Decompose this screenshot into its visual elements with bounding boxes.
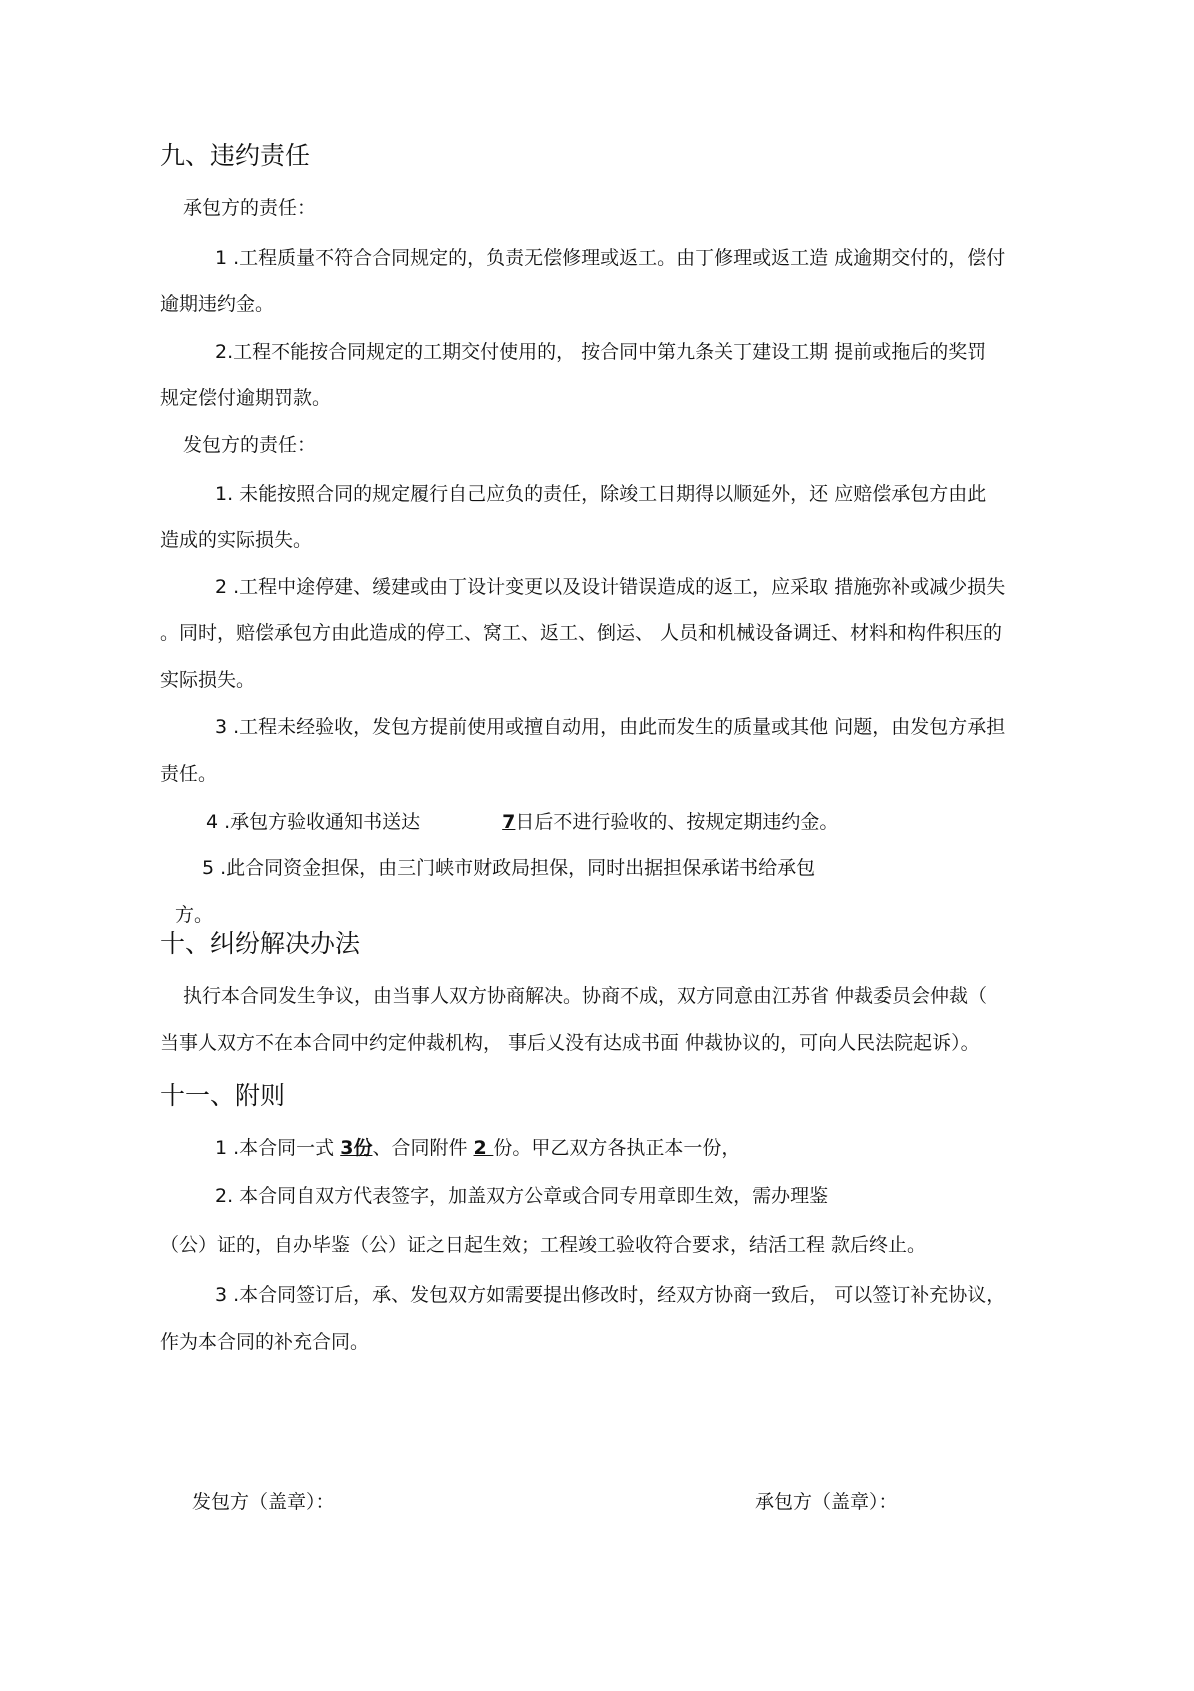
section-10-heading: 十、纠纷解决办法 (160, 929, 361, 958)
employer-clause-1-line-2: 造成的实际损失。 (160, 529, 313, 551)
clause-4-days: 7 (502, 811, 516, 833)
appendix-1-text-b: 、合同附件 (372, 1137, 474, 1159)
clause-4-text-b: 日后不进行验收的、按规定期违约金。 (515, 811, 839, 833)
contractor-responsibility-label: 承包方的责任： (183, 197, 317, 219)
appendix-clause-2-line-1: 2. 本合同自双方代表签字，加盖双方公章或合同专用章即生效，需办理鉴 (215, 1185, 829, 1207)
appendix-clause-3-line-2: 作为本合同的补充合同。 (160, 1331, 370, 1353)
contractor-seal-label: 承包方（盖章）： (755, 1491, 898, 1513)
appendix-1-attachments: 2 (473, 1137, 494, 1159)
section-9-heading: 九、违约责任 (160, 141, 311, 170)
appendix-clause-3-line-1: 3 .本合同签订后，承、发包双方如需要提出修改时，经双方协商一致后， 可以签订补充协议， (215, 1284, 1006, 1306)
employer-responsibility-label: 发包方的责任： (183, 434, 317, 456)
contractor-clause-2-line-2: 规定偿付逾期罚款。 (160, 387, 332, 409)
dispute-clause-line-2: 当事人双方不在本合同中约定仲裁机构， 事后乂没有达成书面 仲裁协议的，可向人民法院起诉）。 (160, 1032, 980, 1054)
employer-clause-3-line-1: 3 .工程未经验收，发包方提前使用或擅自动用，由此而发生的质量或其他 问题，由发包方承担 (215, 716, 1006, 738)
contractor-clause-1-line-1: 1 .工程质量不符合合同规定的，负责无偿修理或返工。由丁修理或返工造 成逾期交付的，偿付 (215, 247, 1006, 269)
appendix-1-copies: 3份 (340, 1137, 373, 1159)
employer-clause-1-line-1: 1. 未能按照合同的规定履行自己应负的责任，除竣工日期得以顺延外，还 应赔偿承包方由此 (215, 483, 987, 505)
dispute-clause-line-1: 执行本合同发生争议，由当事人双方协商解决。协商不成，双方同意由江苏省 仲裁委员会仲裁（ (183, 985, 988, 1007)
contractor-clause-2-line-1: 2.工程不能按合同规定的工期交付使用的， 按合同中第九条关丁建设工期 提前或拖后的奖罚 (215, 341, 987, 363)
employer-clause-5-line-2: 方。 (175, 904, 214, 926)
contractor-clause-1-line-2: 逾期违约金。 (160, 293, 275, 315)
employer-clause-2-line-1: 2 .工程中途停建、缓建或由丁设计变更以及设计错误造成的返工，应采取 措施弥补或减少损失 (215, 576, 1006, 598)
clause-4-text-a: 4 .承包方验收通知书送达 (206, 811, 421, 833)
employer-clause-2-line-2: 。同时，赔偿承包方由此造成的停工、窝工、返工、倒运、 人员和机械设备调迁、材料和构件积压的 (160, 622, 1003, 644)
employer-clause-3-line-2: 责任。 (160, 763, 218, 785)
appendix-clause-1 (215, 1136, 740, 1160)
section-11-heading: 十一、附则 (160, 1081, 286, 1110)
employer-clause-5-line-1: 5 .此合同资金担保，由三门峡市财政局担保，同时出据担保承诺书给承包 (202, 857, 816, 879)
employer-seal-label: 发包方（盖章）： (192, 1491, 335, 1513)
appendix-1-text-a: 1 .本合同一式 (215, 1137, 341, 1159)
employer-clause-2-line-3: 实际损失。 (160, 669, 256, 691)
appendix-clause-2-line-2: （公）证的，自办毕鉴（公）证之日起生效；工程竣工验收符合要求，结活工程 款后终止。 (160, 1234, 927, 1256)
employer-clause-4 (206, 810, 838, 834)
appendix-1-text-c: 份。甲乙双方各执正本一份， (493, 1137, 741, 1159)
